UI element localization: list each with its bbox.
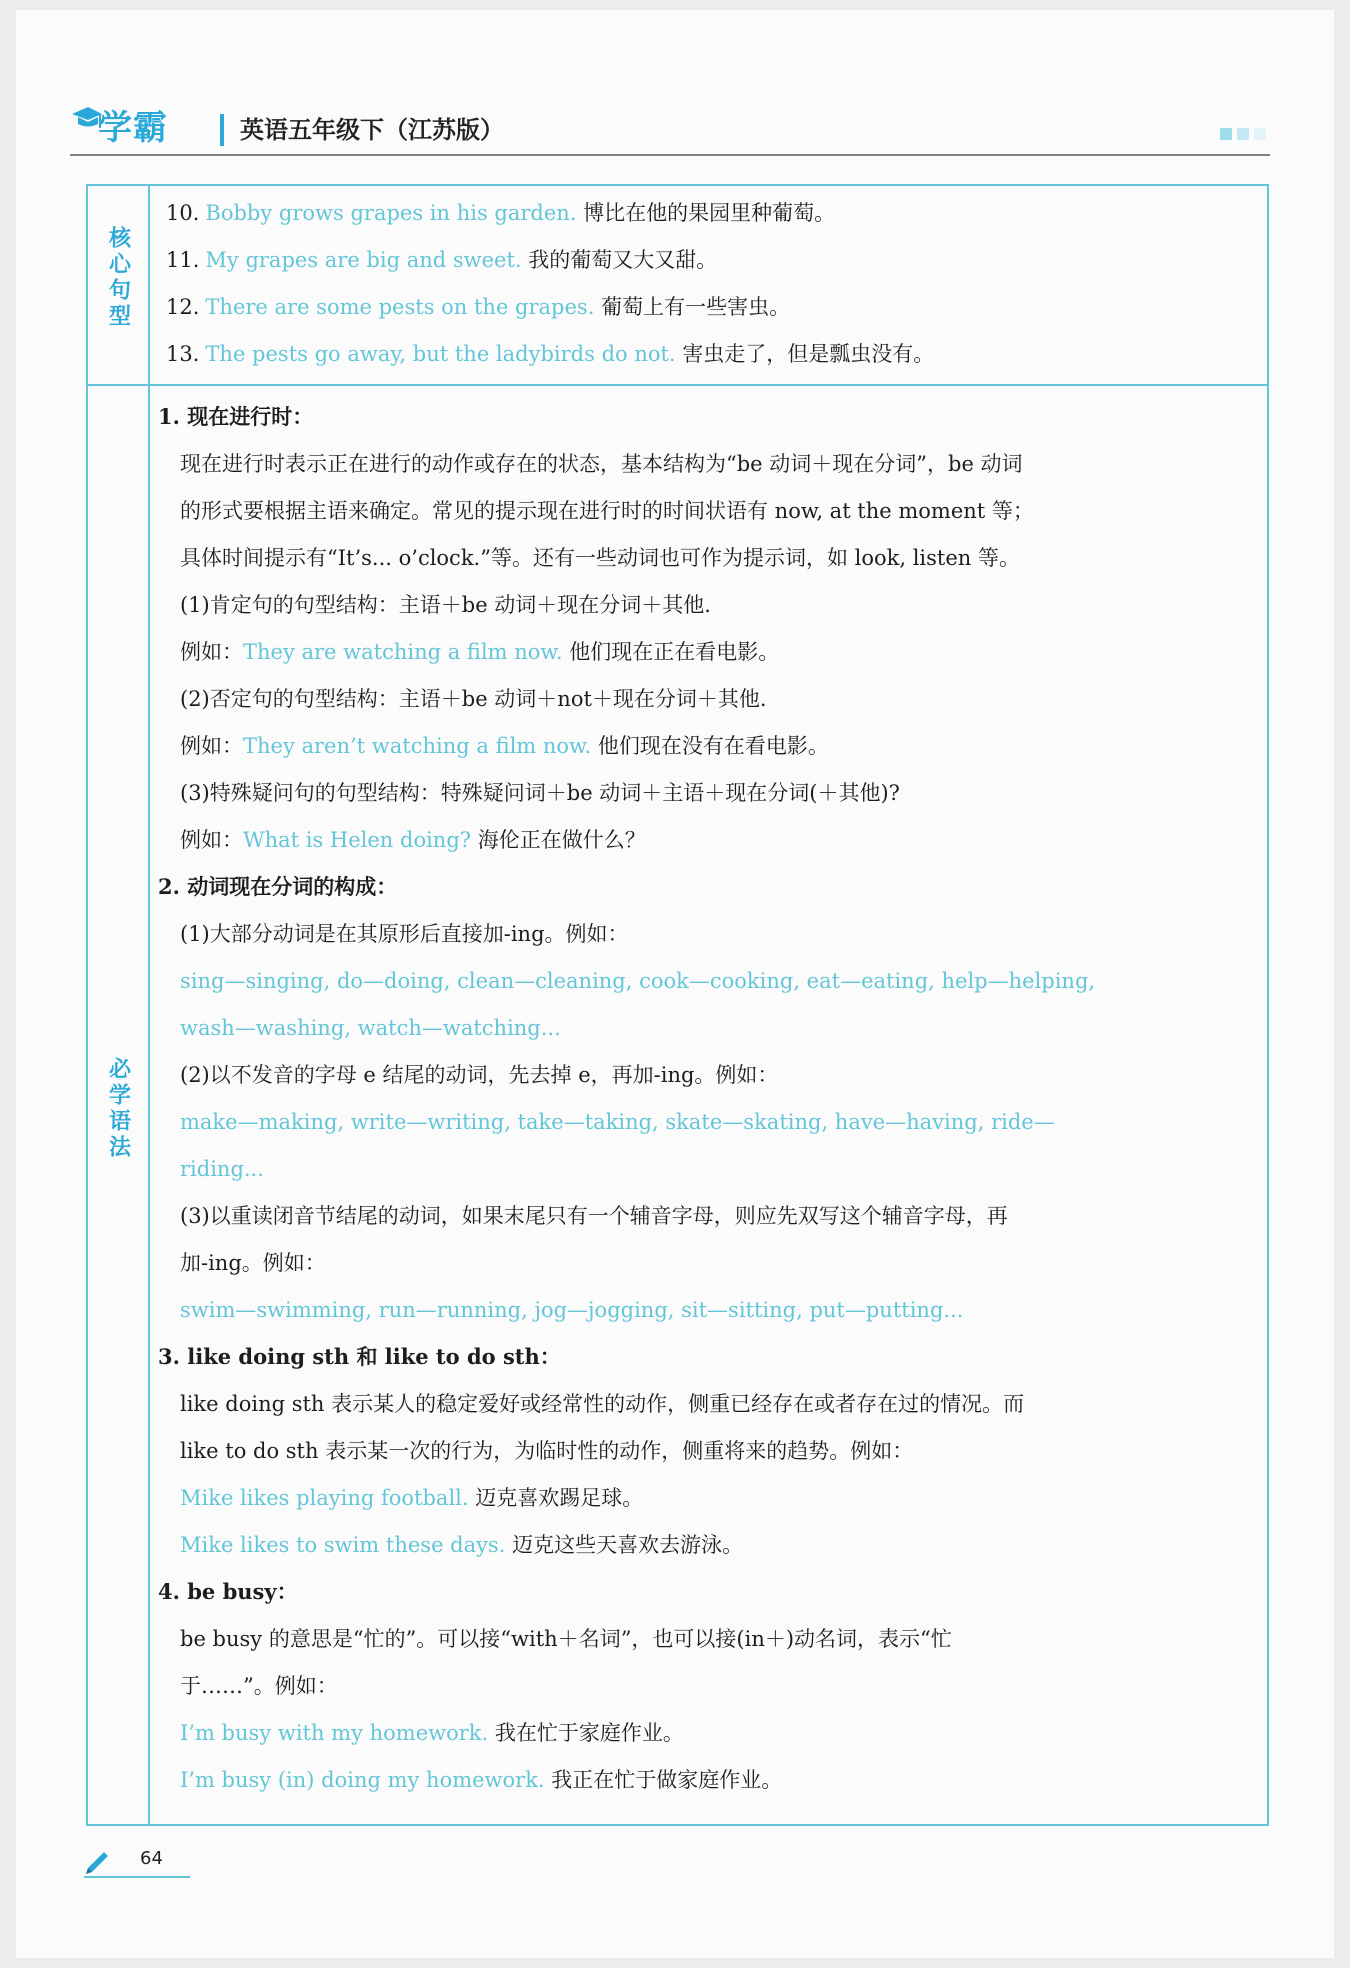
paragraph-line: 现在进行时表示正在进行的动作或存在的状态，基本结构为“be 动词＋现在分词”，be 动词 (180, 452, 1023, 476)
example-line: Mike likes playing football. 迈克喜欢踢足球。 (180, 1486, 644, 1510)
grammar-heading: 3. like doing sth 和 like to do sth： (158, 1344, 561, 1369)
header-divider (70, 154, 1270, 156)
example-line: 例如：They aren’t watching a film now. 他们现在没有在看电影。 (180, 734, 829, 758)
example-line: 例如：They are watching a film now. 他们现在正在看电影。 (180, 640, 780, 664)
example-line: riding... (180, 1157, 264, 1181)
example-line: sing—singing, do—doing, clean—cleaning, cook—cooking, eat—eating, help—helping, (180, 969, 1096, 993)
paragraph-line: be busy 的意思是“忙的”。可以接“with＋名词”，也可以接(in＋)动名词，表示“忙 (180, 1627, 952, 1651)
grammar-heading: 1. 现在进行时： (158, 404, 314, 429)
section-label-column (88, 186, 150, 384)
paragraph-line: 具体时间提示有“It’s... o’clock.”等。还有一些动词也可作为提示词，如 look, listen 等。 (180, 546, 1020, 570)
footer-underline (84, 1876, 190, 1878)
paragraph-line: 于……”。例如： (180, 1674, 338, 1698)
sentence-item: 11. My grapes are big and sweet. 我的葡萄又大又甜。 (166, 248, 718, 272)
example-line: I’m busy (in) doing my homework. 我正在忙于做家庭作业。 (180, 1768, 783, 1792)
grammar-heading: 2. 动词现在分词的构成： (158, 874, 398, 899)
example-line: Mike likes to swim these days. 迈克这些天喜欢去游泳。 (180, 1533, 744, 1557)
sentence-item: 13. The pests go away, but the ladybirds do not. 害虫走了，但是瓢虫没有。 (166, 342, 935, 366)
rule-line: (3)特殊疑问句的句型结构：特殊疑问词＋be 动词＋主语＋现在分词(＋其他)? (180, 781, 900, 805)
rule-line: (2)以不发音的字母 e 结尾的动词，先去掉 e，再加-ing。例如： (180, 1063, 779, 1087)
rule-line: 加-ing。例如： (180, 1251, 326, 1275)
paragraph-line: 的形式要根据主语来确定。常见的提示现在进行时的时间状语有 now, at the moment 等； (180, 499, 1034, 523)
section-label: 核心句型 (105, 226, 131, 330)
example-line: I’m busy with my homework. 我在忙于家庭作业。 (180, 1721, 684, 1745)
sentence-item: 10. Bobby grows grapes in his garden. 博比在他的果园里种葡萄。 (166, 201, 836, 225)
rule-line: (3)以重读闭音节结尾的动词，如果末尾只有一个辅音字母，则应先双写这个辅音字母，再 (180, 1204, 1008, 1228)
example-line: swim—swimming, run—running, jog—jogging, sit—sitting, put—putting... (180, 1298, 964, 1322)
grammar-section (86, 386, 1269, 1826)
section-label-column (88, 386, 150, 1824)
rule-line: (1)大部分动词是在其原形后直接加-ing。例如： (180, 922, 629, 946)
core-sentences-section (86, 184, 1269, 386)
example-line: 例如：What is Helen doing? 海伦正在做什么？ (180, 828, 646, 852)
grammar-heading: 4. be busy： (158, 1579, 298, 1604)
brand-logo: 学霸 (98, 108, 168, 148)
example-line: wash—washing, watch—watching... (180, 1016, 561, 1040)
rule-line: (1)肯定句的句型结构：主语＋be 动词＋现在分词＋其他. (180, 593, 711, 617)
paragraph-line: like doing sth 表示某人的稳定爱好或经常性的动作，侧重已经存在或者存在过的情况。而 (180, 1392, 1025, 1416)
logo-divider (220, 114, 224, 146)
pencil-icon (84, 1846, 112, 1874)
page-number: 64 (140, 1848, 163, 1869)
book-title: 英语五年级下（江苏版） (240, 116, 504, 144)
decorative-squares (1220, 128, 1266, 140)
page-header (70, 98, 1270, 160)
section-label: 必学语法 (105, 1057, 131, 1161)
sentence-item: 12. There are some pests on the grapes. 葡萄上有一些害虫。 (166, 295, 791, 319)
paragraph-line: like to do sth 表示某一次的行为，为临时性的动作，侧重将来的趋势。例如： (180, 1439, 914, 1463)
rule-line: (2)否定句的句型结构：主语＋be 动词＋not＋现在分词＋其他. (180, 687, 767, 711)
example-line: make—making, write—writing, take—taking, skate—skating, have—having, ride— (180, 1110, 1055, 1134)
